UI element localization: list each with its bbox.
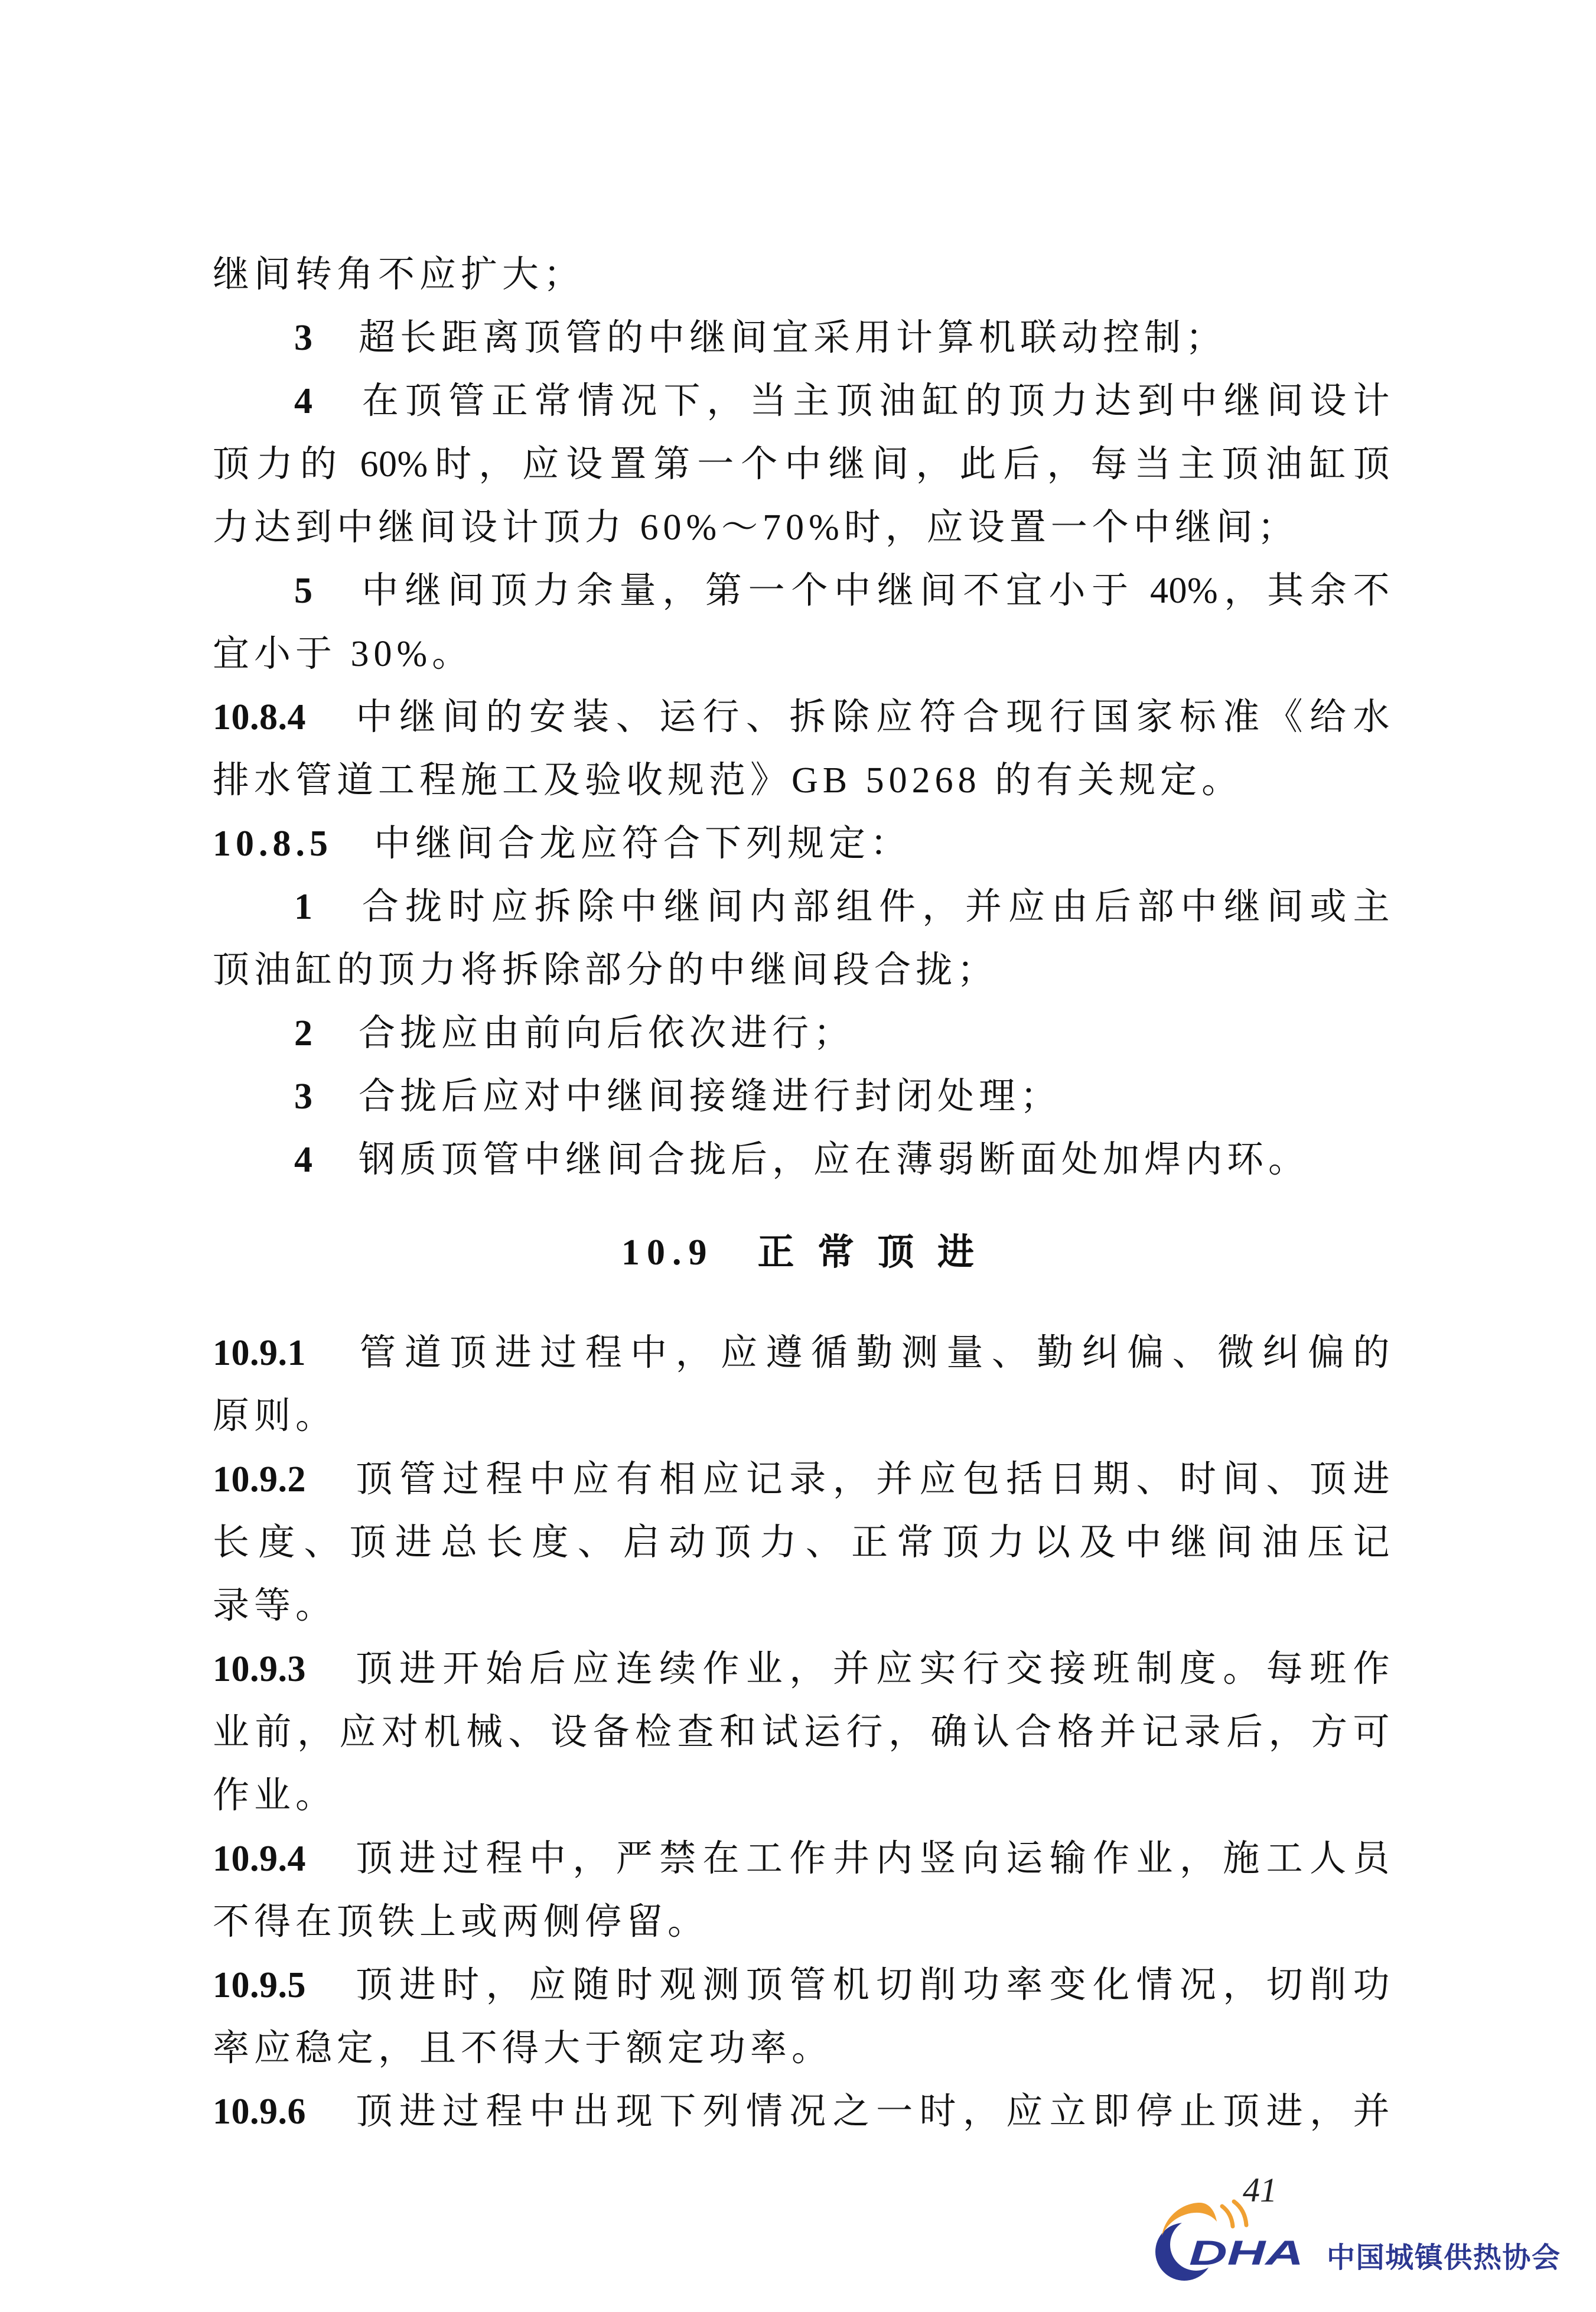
clause-line: 10.8.5 中继间合龙应符合下列规定： (213, 824, 912, 864)
text-line: 业前，应对机械、设备检查和试运行，确认合格并记录后，方可 (213, 1712, 1390, 1752)
clause-line: 10.9.2 顶管过程中应有相应记录，并应包括日期、时间、顶进 (213, 1459, 1390, 1500)
text-line: 顶油缸的顶力将拆除部分的中继间段合拢； (213, 950, 999, 990)
clause-number: 1 (294, 887, 362, 927)
clause-line: 10.8.4 中继间的安装、运行、拆除应符合现行国家标准《给水 (213, 697, 1390, 737)
cdha-logo-mark-icon (1148, 2197, 1561, 2282)
text-line: 不得在顶铁上或两侧停留。 (213, 1902, 709, 1942)
clause-number: 4 (294, 381, 362, 421)
text-line: 录等。 (213, 1586, 337, 1626)
clause-line: 1 合拢时应拆除中继间内部组件，并应由后部中继间或主 (294, 887, 1390, 927)
text-line: 顶力的 60%时，应设置第一个中继间，此后，每当主顶油缸顶 (213, 444, 1390, 484)
section-heading: 10.9 正 常 顶 进 (621, 1233, 981, 1273)
clause-line: 10.9.5 顶进时，应随时观测顶管机切削功率变化情况，切削功 (213, 1965, 1390, 2005)
clause-line: 3 超长距离顶管的中继间宜采用计算机联动控制； (294, 318, 1227, 358)
cdha-logo (1148, 2197, 1561, 2282)
clause-line: 4 钢质顶管中继间合拢后，应在薄弱断面处加焊内环。 (294, 1140, 1310, 1180)
page-number: 41 (1243, 2171, 1277, 2209)
clause-number: 10.9.4 (213, 1839, 356, 1879)
logo-letters: DHA (1189, 2234, 1304, 2272)
text-line: 排水管道工程施工及验收规范》GB 50268 的有关规定。 (213, 760, 1243, 801)
text-line: 力达到中继间设计顶力 60%～70%时，应设置一个中继间； (213, 508, 1299, 548)
clause-line: 2 合拢应由前向后依次进行； (294, 1013, 855, 1053)
text-line: 作业。 (213, 1776, 337, 1816)
clause-line: 5 中继间顶力余量，第一个中继间不宜小于 40%，其余不 (294, 571, 1390, 611)
clause-number: 4 (294, 1140, 359, 1180)
clause-line: 10.9.4 顶进过程中，严禁在工作井内竖向运输作业，施工人员 (213, 1839, 1390, 1879)
logo-org-name: 中国城镇供热协会 (1327, 2242, 1560, 2274)
clause-number: 3 (294, 318, 359, 358)
clause-line: 10.9.1 管道顶进过程中，应遵循勤测量、勤纠偏、微纠偏的 (213, 1333, 1390, 1373)
clause-number: 10.9.6 (213, 2092, 356, 2132)
text-line: 宜小于 30%。 (213, 634, 474, 674)
text-line: 长度、顶进总长度、启动顶力、正常顶力以及中继间油压记 (213, 1523, 1390, 1563)
clause-number: 3 (294, 1077, 359, 1117)
clause-number: 10.8.5 (213, 824, 374, 864)
clause-number: 10.9.2 (213, 1459, 356, 1500)
clause-number: 2 (294, 1013, 359, 1053)
clause-number: 10.9.1 (213, 1333, 360, 1373)
clause-line: 10.9.6 顶进过程中出现下列情况之一时，应立即停止顶进，并 (213, 2092, 1390, 2132)
body-text (213, 243, 1390, 2144)
clause-number: 10.9.5 (213, 1965, 356, 2005)
clause-line: 4 在顶管正常情况下，当主顶油缸的顶力达到中继间设计 (294, 381, 1390, 421)
clause-line: 10.9.3 顶进开始后应连续作业，并应实行交接班制度。每班作 (213, 1649, 1390, 1689)
clause-number: 10.9.3 (213, 1649, 356, 1689)
text-line: 原则。 (213, 1396, 337, 1436)
clause-number: 5 (294, 571, 362, 611)
text-line: 率应稳定，且不得大于额定功率。 (213, 2028, 833, 2069)
clause-line: 3 合拢后应对中继间接缝进行封闭处理； (294, 1077, 1062, 1117)
clause-number: 10.8.4 (213, 697, 356, 737)
text-line: 继间转角不应扩大； (213, 255, 585, 295)
